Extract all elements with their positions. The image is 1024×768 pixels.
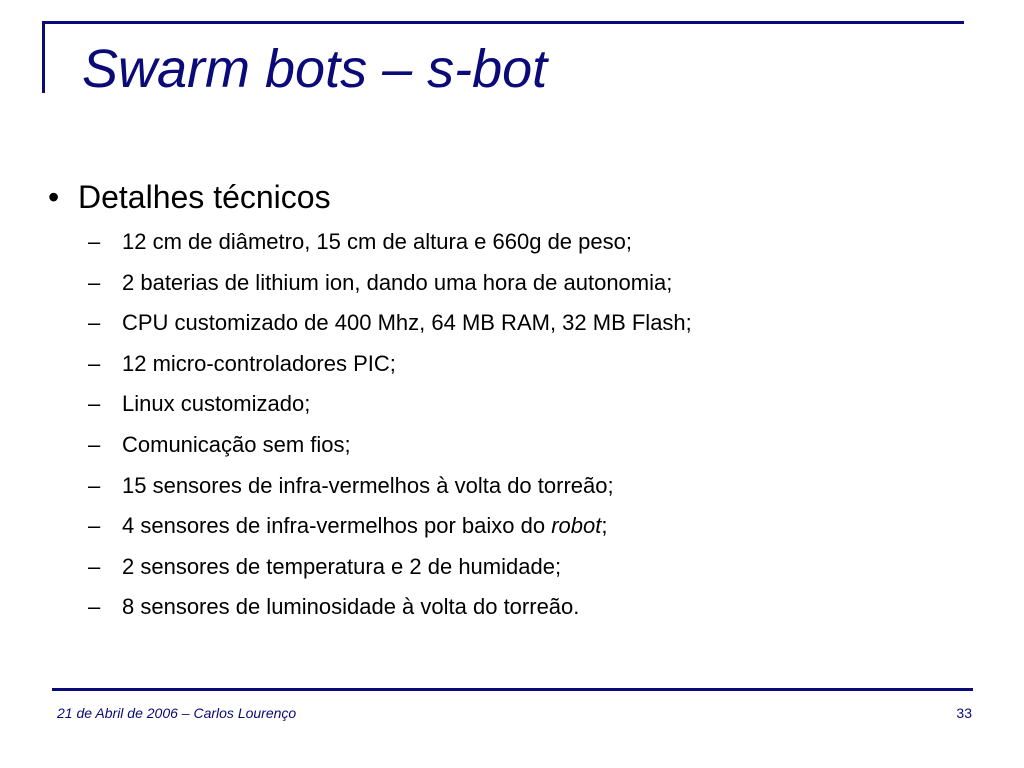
sub-bullet-item: [88, 263, 978, 304]
sub-bullet-item: [88, 547, 978, 588]
sub-bullet-text: 12 cm de diâmetro, 15 cm de altura e 660g de peso;: [122, 229, 632, 254]
sub-bullet-item: [88, 384, 978, 425]
title-frame-top-line: [42, 21, 964, 24]
bullet-dot-icon: •: [48, 179, 60, 215]
dash-bullet-icon: –: [88, 229, 101, 254]
slide-content: [48, 172, 978, 628]
sub-bullet-item: [88, 466, 978, 507]
sub-bullet-item: [88, 506, 978, 547]
dash-bullet-icon: –: [88, 350, 101, 376]
sub-bullet-item: [88, 303, 978, 344]
dash-bullet-icon: –: [88, 472, 101, 498]
sub-bullet-text-pre: 4 sensores de infra-vermelhos por baixo do: [122, 513, 552, 539]
main-bullet-text: Detalhes técnicos: [78, 179, 331, 215]
sub-bullet-text: 8 sensores de luminosidade à volta do torreão.: [122, 594, 580, 620]
sub-bullet-text: 2 sensores de temperatura e 2 de humidade;: [122, 553, 562, 579]
sub-bullet-text: Linux customizado;: [122, 391, 311, 417]
dash-bullet-icon: –: [88, 391, 101, 417]
sub-bullet-text-emphasis: robot: [551, 513, 602, 539]
sub-bullet-text: 15 sensores de infra-vermelhos à volta do torreão;: [122, 472, 614, 498]
page-number: 33: [956, 705, 972, 721]
sub-bullet-item: [88, 222, 978, 263]
dash-bullet-icon: –: [88, 513, 101, 539]
dash-bullet-icon: –: [88, 594, 101, 620]
sub-bullet-item: [88, 587, 978, 628]
main-bullet: [48, 172, 978, 222]
sub-bullet-item: [88, 344, 978, 385]
dash-bullet-icon: –: [88, 269, 101, 295]
dash-bullet-icon: –: [88, 431, 101, 457]
sub-bullet-text: 2 baterias de lithium ion, dando uma hora de autonomia;: [122, 269, 673, 295]
sub-bullet-list: [48, 222, 978, 628]
footer-divider: [52, 688, 973, 691]
sub-bullet-item: [88, 425, 978, 466]
slide-title: Swarm bots – s-bot: [82, 39, 548, 99]
sub-bullet-text: Comunicação sem fios;: [122, 431, 351, 457]
sub-bullet-text: 12 micro-controladores PIC;: [122, 350, 396, 376]
dash-bullet-icon: –: [88, 553, 101, 579]
sub-bullet-text: [122, 506, 608, 547]
sub-bullet-text: CPU customizado de 400 Mhz, 64 MB RAM, 32 MB Flash;: [122, 310, 692, 336]
dash-bullet-icon: –: [88, 310, 101, 336]
title-frame-left-line: [42, 21, 45, 93]
sub-bullet-text-post: ;: [601, 513, 608, 539]
footer-text: 21 de Abril de 2006 – Carlos Lourenço: [57, 705, 297, 721]
